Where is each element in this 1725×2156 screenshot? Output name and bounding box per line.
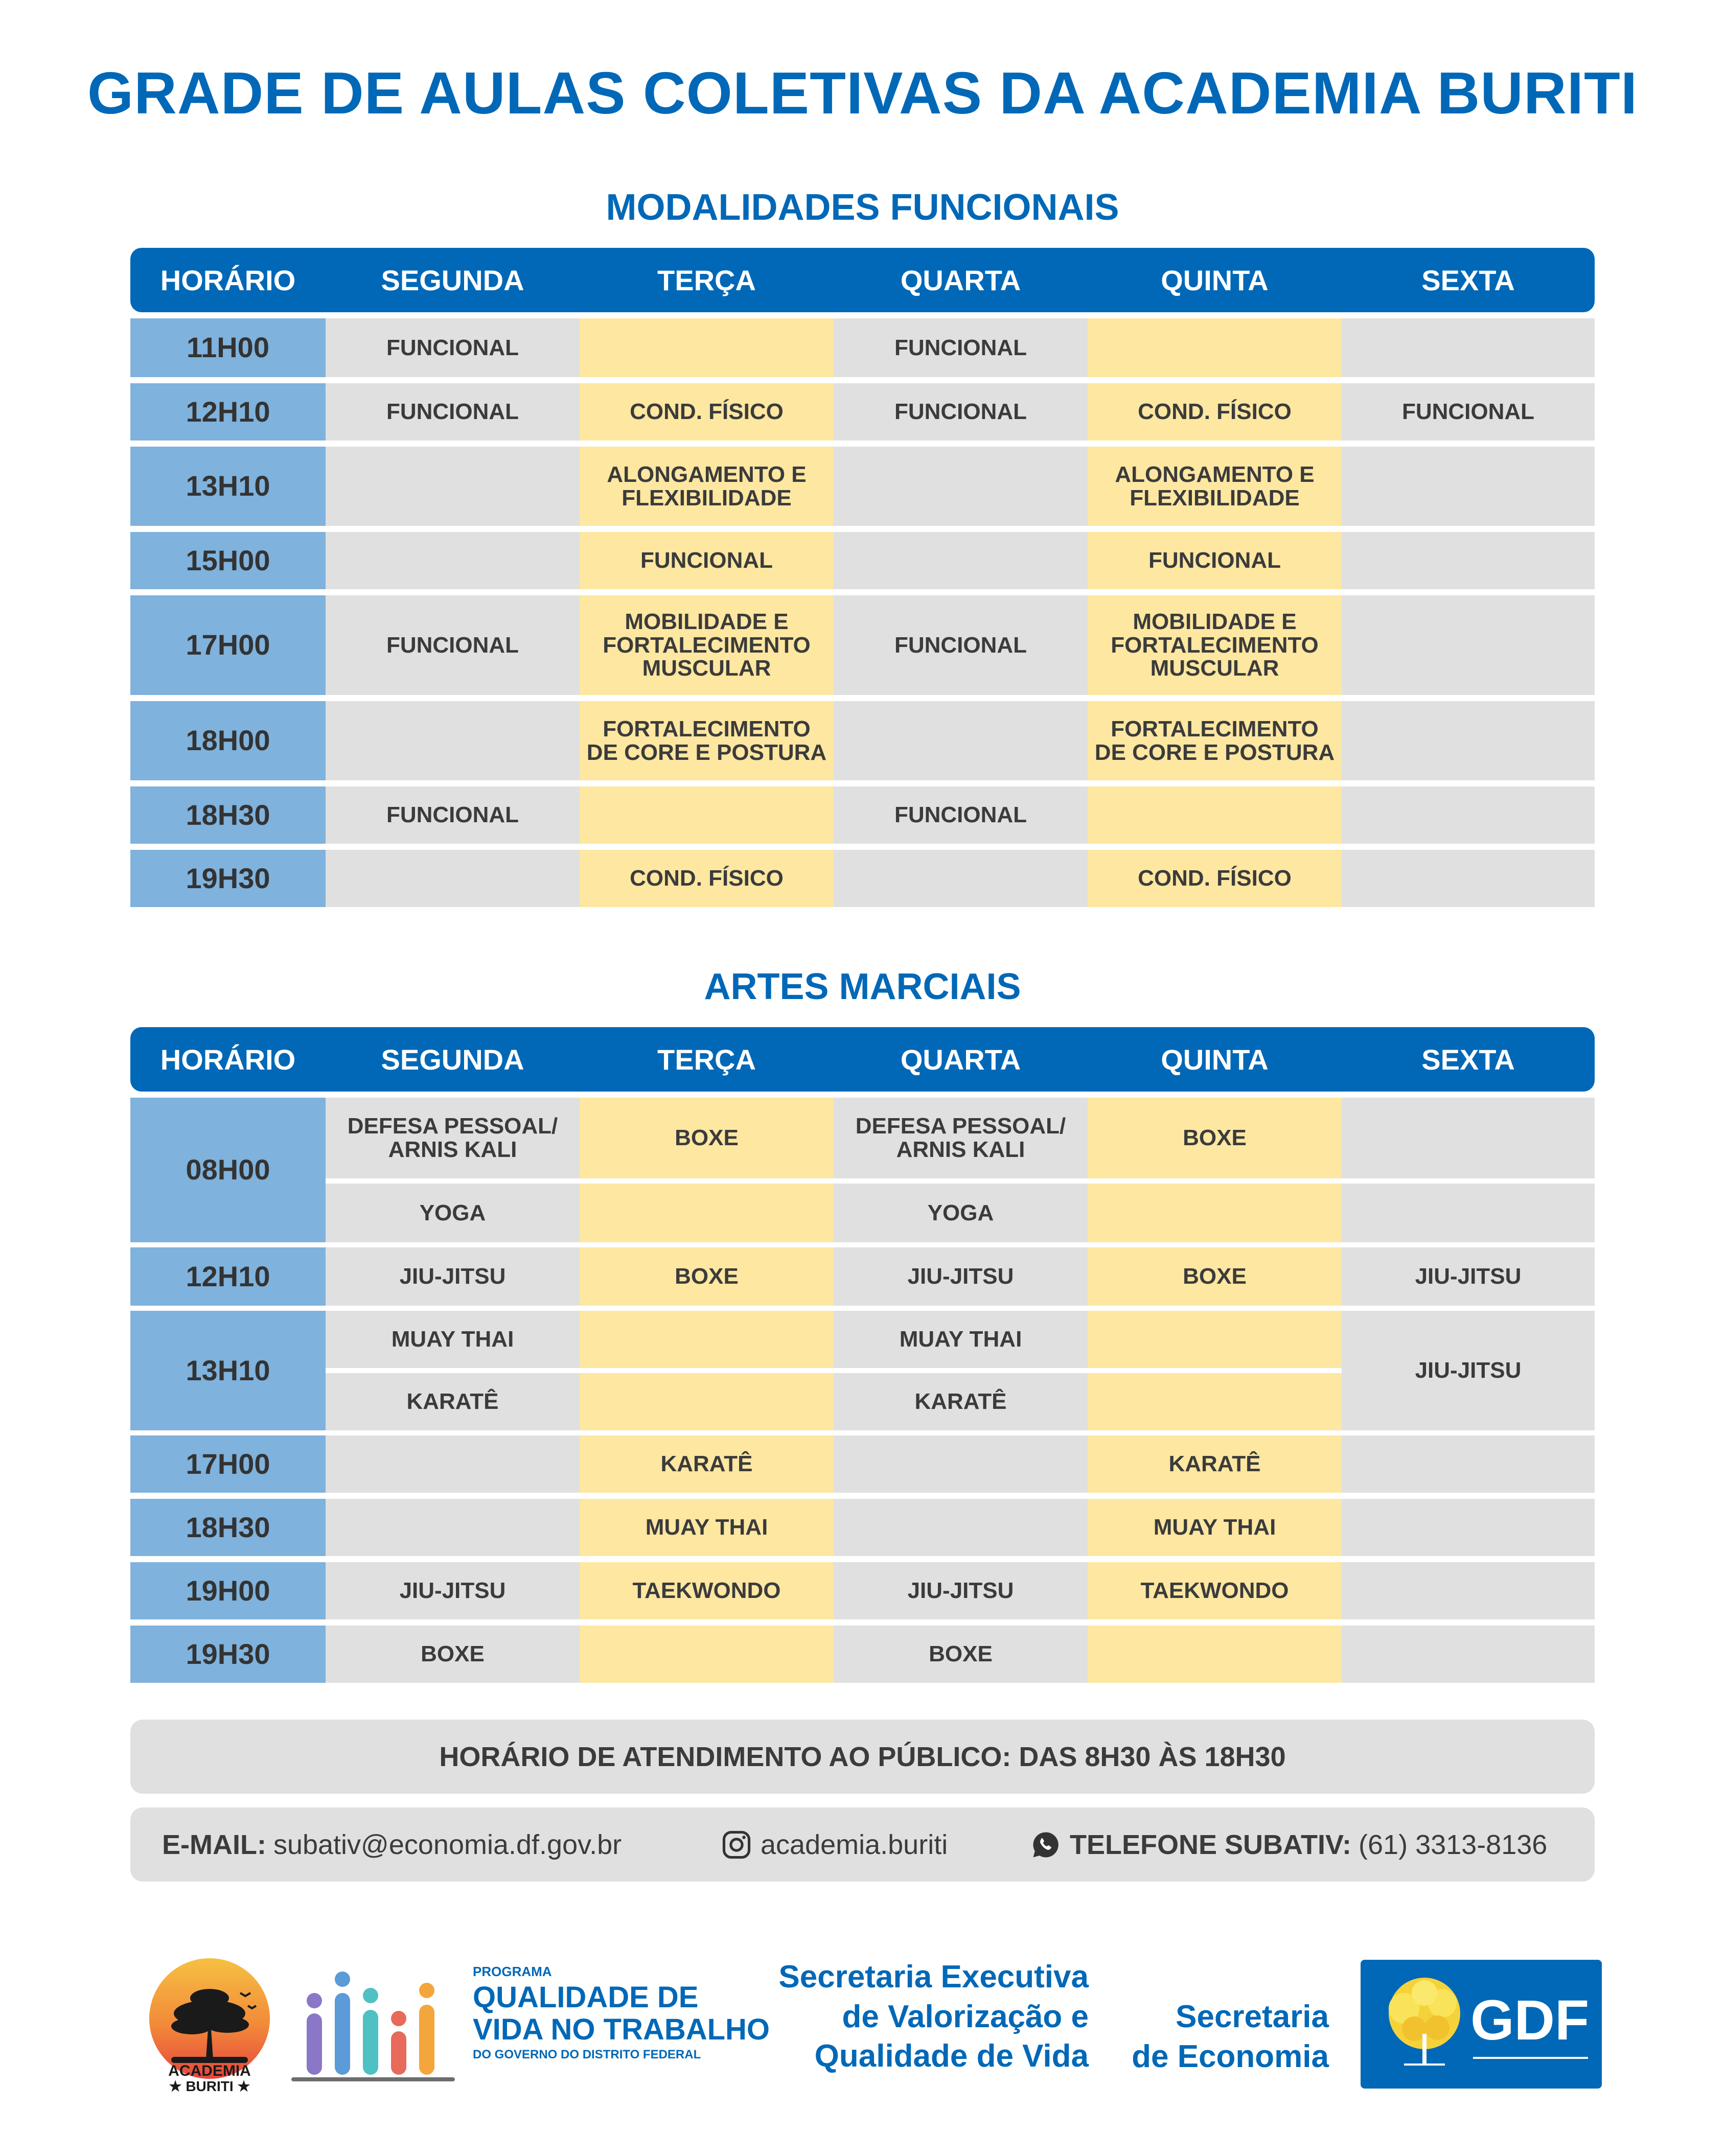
class-cell: FUNCIONAL: [834, 595, 1088, 695]
class-cell: MUAY THAI: [326, 1311, 580, 1368]
class-cell: COND. FÍSICO: [580, 850, 834, 907]
section-title-funcionais: MODALIDADES FUNCIONAIS: [606, 187, 1119, 228]
class-cell: BOXE: [834, 1626, 1088, 1683]
class-cell: ALONGAMENTO E FLEXIBILIDADE: [580, 447, 834, 526]
class-cell: [326, 1435, 580, 1493]
class-cell: COND. FÍSICO: [1088, 383, 1342, 441]
column-header: QUINTA: [1161, 1043, 1269, 1076]
class-cell: [580, 786, 834, 844]
class-cell: [834, 850, 1088, 907]
class-cell: [834, 447, 1088, 526]
instagram-icon: [721, 1829, 752, 1861]
column-header: SEGUNDA: [381, 264, 524, 296]
class-cell: MUAY THAI: [1088, 1499, 1342, 1556]
time-cell: 17H00: [130, 595, 326, 695]
class-cell: DEFESA PESSOAL/ ARNIS KALI: [834, 1098, 1088, 1178]
qvt-bars-logo: [291, 1970, 455, 2088]
class-cell: [580, 1626, 834, 1683]
class-cell: [1342, 318, 1595, 377]
column-header: SEXTA: [1421, 264, 1515, 296]
table-header: [130, 1027, 1595, 1092]
class-cell: FUNCIONAL: [1342, 383, 1595, 441]
email-contact[interactable]: [162, 1807, 622, 1882]
time-cell: 18H30: [130, 786, 326, 844]
programa-title-line1: QUALIDADE DE: [473, 1981, 699, 2014]
programa-subtitle: DO GOVERNO DO DISTRITO FEDERAL: [473, 2048, 701, 2061]
phone-value[interactable]: (61) 3313-8136: [1359, 1829, 1548, 1860]
class-cell: BOXE: [580, 1098, 834, 1178]
class-cell: [1342, 786, 1595, 844]
class-cell: [1342, 850, 1595, 907]
gdf-wordmark: GDF: [1470, 1989, 1590, 2052]
class-cell: YOGA: [834, 1184, 1088, 1242]
class-cell: [580, 318, 834, 377]
time-cell: 19H30: [130, 1626, 326, 1683]
class-cell: [326, 447, 580, 526]
class-cell: FUNCIONAL: [834, 383, 1088, 441]
contact-bar: [130, 1807, 1595, 1882]
class-cell: MUAY THAI: [834, 1311, 1088, 1368]
class-cell: [1342, 1562, 1595, 1619]
column-header: SEGUNDA: [381, 1043, 524, 1076]
sec-exec-line2: de Valorização e: [842, 1999, 1089, 2034]
page-title: GRADE DE AULAS COLETIVAS DA ACADEMIA BURITI: [87, 60, 1638, 126]
class-cell: [834, 1499, 1088, 1556]
academia-logo-line2: ★ BURITI ★: [169, 2078, 250, 2094]
sec-exec-line3: Qualidade de Vida: [814, 2038, 1089, 2074]
email-value[interactable]: subativ@economia.df.gov.br: [273, 1829, 622, 1860]
time-cell: 13H10: [130, 1311, 326, 1430]
class-cell: [1342, 701, 1595, 780]
class-cell: [1088, 1311, 1342, 1368]
class-cell: [834, 701, 1088, 780]
class-cell: KARATÊ: [834, 1373, 1088, 1430]
column-header: TERÇA: [657, 264, 756, 296]
class-cell: [1342, 595, 1595, 695]
class-cell: KARATÊ: [326, 1373, 580, 1430]
email-label: E-MAIL:: [162, 1829, 266, 1860]
academia-logo-line1: ACADEMIA: [168, 2062, 251, 2079]
class-cell: FORTALECIMENTO DE CORE E POSTURA: [1088, 701, 1342, 780]
footer-logos: [0, 1952, 1725, 2095]
class-cell: MOBILIDADE E FORTALECIMENTO MUSCULAR: [1088, 595, 1342, 695]
column-header: HORÁRIO: [160, 264, 296, 296]
class-cell: YOGA: [326, 1184, 580, 1242]
time-cell: 19H00: [130, 1562, 326, 1619]
class-cell: [1342, 532, 1595, 589]
class-cell: [580, 1311, 834, 1368]
class-cell: FUNCIONAL: [326, 383, 580, 441]
time-cell: 11H00: [130, 318, 326, 377]
column-header: SEXTA: [1421, 1043, 1515, 1076]
class-cell: JIU-JITSU: [326, 1562, 580, 1619]
class-cell: KARATÊ: [580, 1435, 834, 1493]
class-cell: KARATÊ: [1088, 1435, 1342, 1493]
class-cell: MOBILIDADE E FORTALECIMENTO MUSCULAR: [580, 595, 834, 695]
ipe-tree-icon: [1373, 1973, 1476, 2075]
time-cell: 18H00: [130, 701, 326, 780]
class-cell: TAEKWONDO: [1088, 1562, 1342, 1619]
class-cell: [834, 532, 1088, 589]
class-cell: [1088, 1626, 1342, 1683]
sec-eco-line2: de Economia: [1132, 2038, 1329, 2074]
programa-title-line2: VIDA NO TRABALHO: [473, 2013, 770, 2046]
class-cell: [326, 1499, 580, 1556]
programa-small-label: PROGRAMA: [473, 1964, 552, 1979]
class-cell: TAEKWONDO: [580, 1562, 834, 1619]
time-cell: 18H30: [130, 1499, 326, 1556]
class-cell: JIU-JITSU: [834, 1562, 1088, 1619]
class-cell: [1342, 1499, 1595, 1556]
artes-table: [130, 1027, 1595, 1691]
sec-eco-line1: Secretaria: [1176, 1999, 1329, 2034]
class-cell: [1088, 318, 1342, 377]
opening-hours-bar: HORÁRIO DE ATENDIMENTO AO PÚBLICO: DAS 8H30 ÀS 18H30: [130, 1720, 1595, 1794]
class-cell: ALONGAMENTO E FLEXIBILIDADE: [1088, 447, 1342, 526]
time-cell: 08H00: [130, 1098, 326, 1242]
instagram-contact[interactable]: [721, 1807, 948, 1882]
class-cell: FUNCIONAL: [326, 318, 580, 377]
column-header: TERÇA: [657, 1043, 756, 1076]
section-title-artes: ARTES MARCIAIS: [704, 966, 1021, 1007]
class-cell: BOXE: [580, 1247, 834, 1306]
class-cell: FUNCIONAL: [580, 532, 834, 589]
class-cell: FUNCIONAL: [834, 786, 1088, 844]
class-cell: FORTALECIMENTO DE CORE E POSTURA: [580, 701, 834, 780]
class-cell: [1342, 1435, 1595, 1493]
class-cell: [326, 532, 580, 589]
class-cell: [326, 701, 580, 780]
instagram-handle[interactable]: academia.buriti: [761, 1829, 948, 1860]
class-cell: [326, 850, 580, 907]
class-cell: [580, 1373, 834, 1430]
funcionais-table: [130, 248, 1595, 928]
class-cell: [1342, 1098, 1595, 1178]
whatsapp-icon: [1030, 1829, 1062, 1861]
class-cell: JIU-JITSU: [1342, 1311, 1595, 1430]
class-cell: JIU-JITSU: [834, 1247, 1088, 1306]
class-cell: BOXE: [1088, 1247, 1342, 1306]
class-cell: [1088, 1373, 1342, 1430]
time-cell: 13H10: [130, 447, 326, 526]
gdf-logo: [1361, 1960, 1602, 2089]
class-cell: COND. FÍSICO: [580, 383, 834, 441]
class-cell: FUNCIONAL: [1088, 532, 1342, 589]
column-header: HORÁRIO: [160, 1043, 296, 1076]
time-cell: 17H00: [130, 1435, 326, 1493]
class-cell: [834, 1435, 1088, 1493]
phone-label: TELEFONE SUBATIV:: [1070, 1829, 1352, 1860]
class-cell: [580, 1184, 834, 1242]
time-cell: 12H10: [130, 1247, 326, 1306]
column-header: QUARTA: [900, 264, 1021, 296]
class-cell: FUNCIONAL: [326, 595, 580, 695]
phone-contact[interactable]: [1030, 1807, 1547, 1882]
class-cell: BOXE: [326, 1626, 580, 1683]
gdf-underline: [1473, 2057, 1588, 2059]
sec-exec-line1: Secretaria Executiva: [778, 1959, 1089, 1995]
class-cell: DEFESA PESSOAL/ ARNIS KALI: [326, 1098, 580, 1178]
table-header: [130, 248, 1595, 312]
class-cell: JIU-JITSU: [1342, 1247, 1595, 1306]
class-cell: FUNCIONAL: [326, 786, 580, 844]
column-header: QUINTA: [1161, 264, 1269, 296]
time-cell: 19H30: [130, 850, 326, 907]
class-cell: MUAY THAI: [580, 1499, 834, 1556]
time-cell: 12H10: [130, 383, 326, 441]
class-cell: JIU-JITSU: [326, 1247, 580, 1306]
class-cell: [1342, 447, 1595, 526]
time-cell: 15H00: [130, 532, 326, 589]
class-cell: BOXE: [1088, 1098, 1342, 1178]
class-cell: [1342, 1184, 1595, 1242]
class-cell: FUNCIONAL: [834, 318, 1088, 377]
column-header: QUARTA: [900, 1043, 1021, 1076]
class-cell: COND. FÍSICO: [1088, 850, 1342, 907]
class-cell: [1088, 1184, 1342, 1242]
secretaria-executiva-text: [736, 1957, 1089, 2076]
secretaria-economia-text: [1099, 1997, 1329, 2076]
academia-buriti-logo: [146, 1957, 273, 2095]
class-cell: [1088, 786, 1342, 844]
class-cell: [1342, 1626, 1595, 1683]
